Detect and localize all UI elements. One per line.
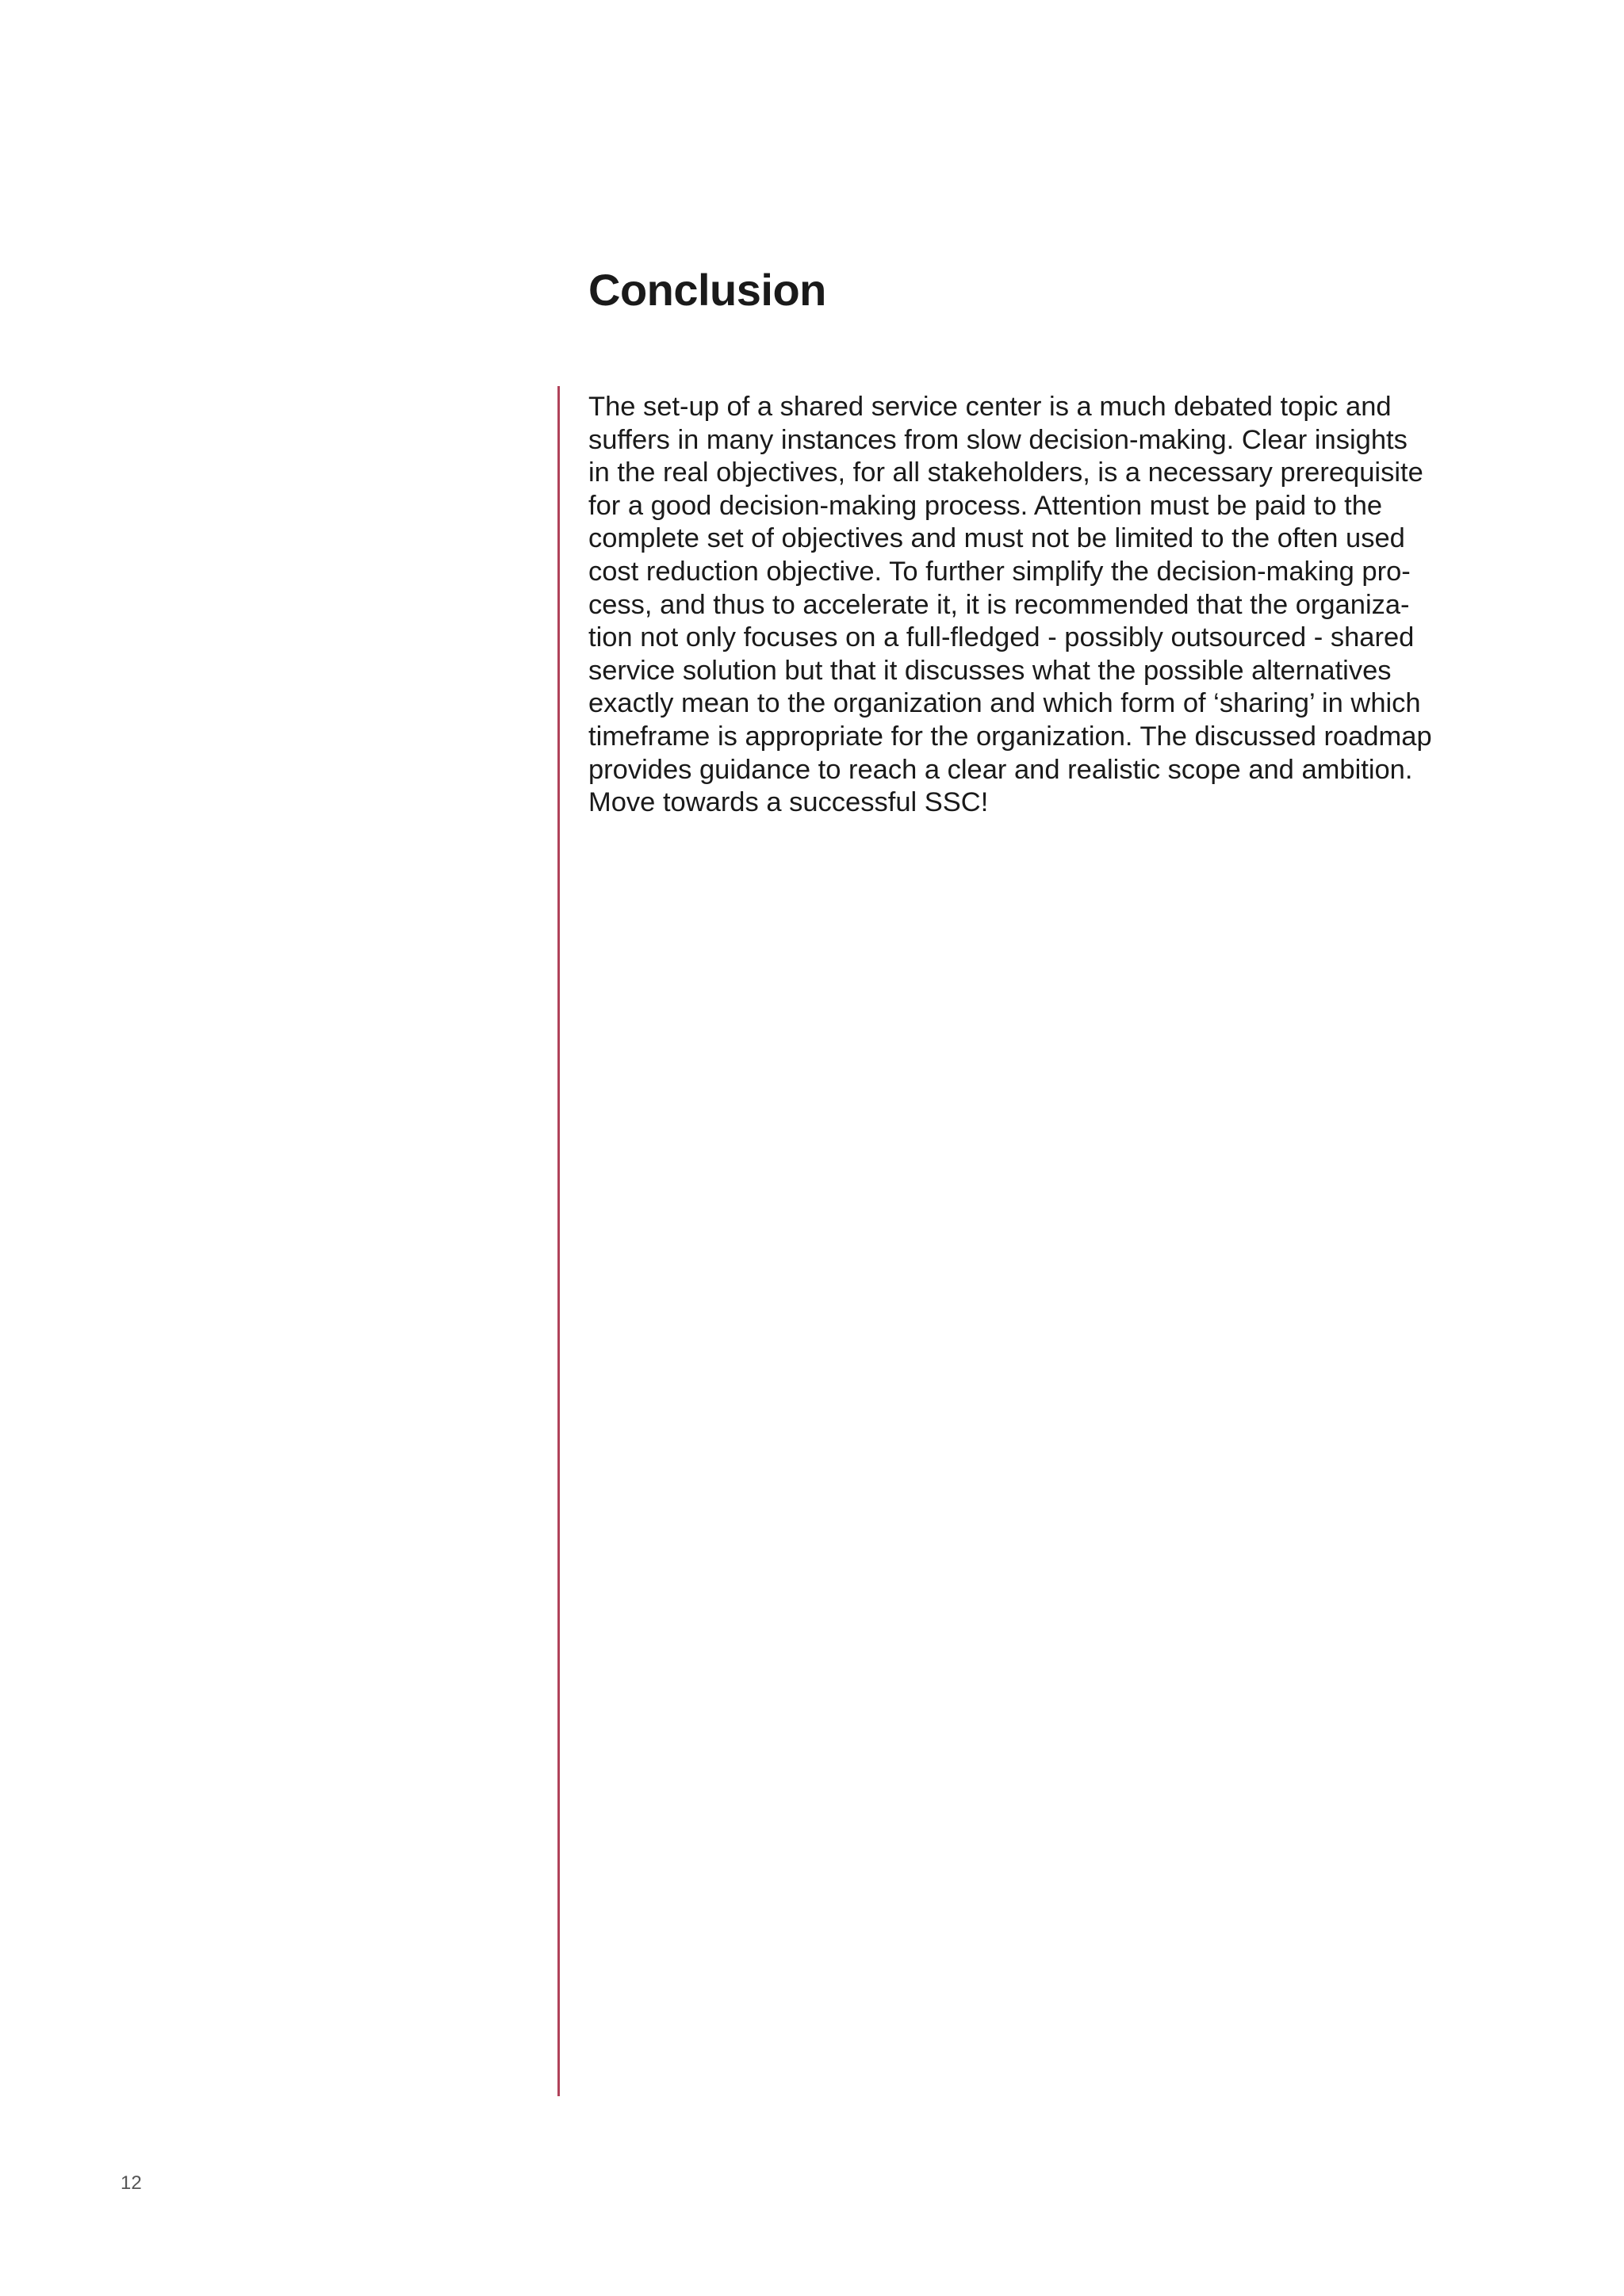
paragraph-line: complete set of objectives and must not be limited to the often used [588,523,1405,554]
paragraph-line: exactly mean to the organization and which form of ‘sharing’ in which [588,688,1421,719]
paragraph-line: The set-up of a shared service center is a much debated topic and [588,392,1392,422]
paragraph-line: cost reduction objective. To further simplify the decision-making pro- [588,556,1411,587]
page-number: 12 [121,2172,142,2194]
paragraph-line: timeframe is appropriate for the organization. The discussed roadmap [588,721,1432,752]
paragraph-line: Move towards a successful SSC! [588,787,989,818]
accent-vertical-rule [557,386,560,2096]
paragraph-line: in the real objectives, for all stakeholders, is a necessary prerequisite [588,457,1423,488]
paragraph-line: tion not only focuses on a full-fledged - possibly outsourced - shared [588,622,1415,653]
section-heading: Conclusion [588,265,826,315]
paragraph-line: cess, and thus to accelerate it, it is recommended that the organiza- [588,589,1410,620]
paragraph-line: for a good decision-making process. Attention must be paid to the [588,490,1383,521]
paragraph-line: suffers in many instances from slow decision-making. Clear insights [588,424,1408,455]
body-paragraph [588,391,1492,820]
paragraph-line: provides guidance to reach a clear and realistic scope and ambition. [588,754,1413,785]
paragraph-line: service solution but that it discusses what the possible alternatives [588,655,1392,686]
